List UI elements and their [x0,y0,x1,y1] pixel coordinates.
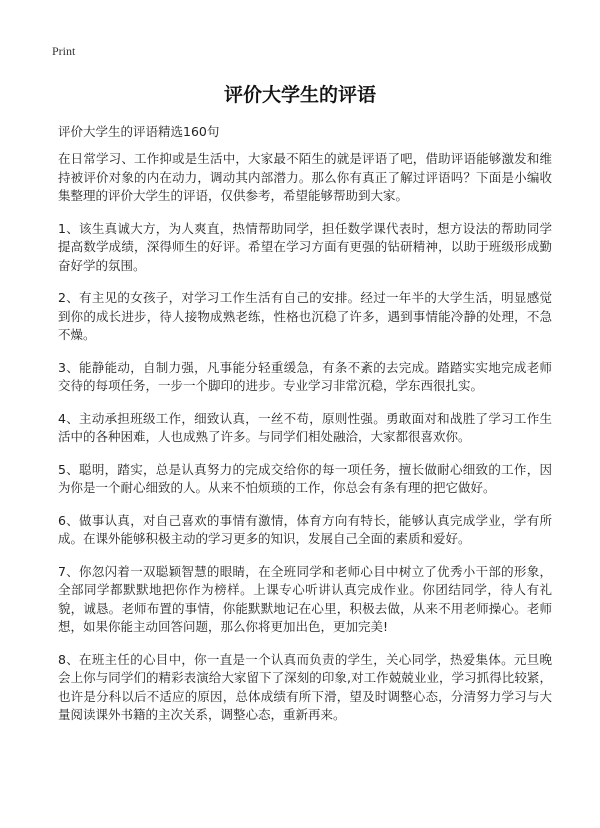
comment-paragraph-8: 8、在班主任的心目中，你一直是一个认真而负责的学生，关心同学，热爱集体。元旦晚会上你与同学们的精彩表演给大家留下了深刻的印象,对工作兢兢业业，学习抓得比较紧，也许是分科以后不适应的原因，总体成绩有所下滑，望及时调整心态，分清努力学习与大量阅读课外书籍的主次关系，调整心态，重新再来。 [58,651,552,722]
print-link[interactable]: Print [52,44,76,58]
page-subtitle: 评价大学生的评语精选160句 [58,124,220,139]
comment-paragraph-1: 1、该生真诚大方，为人爽直，热情帮助同学，担任数学课代表时，想方设法的帮助同学提高数学成绩，深得师生的好评。希望在学习方面有更强的钻研精神，以助于班级形成勤奋好学的氛围。 [58,220,552,273]
comment-paragraph-5: 5、聪明，踏实，总是认真努力的完成交给你的每一项任务，擅长做耐心细致的工作，因为你是一个耐心细致的人。从来不怕烦琐的工作，你总会有条有理的把它做好。 [58,461,552,495]
comment-paragraph-6: 6、做事认真，对自己喜欢的事情有激情，体育方向有特长，能够认真完成学业，学有所成。在课外能够积极主动的学习更多的知识，发展自己全面的素质和爱好。 [58,512,552,546]
comment-paragraph-4: 4、主动承担班级工作，细致认真，一丝不苟，原则性强。勇敢面对和战胜了学习工作生活中的各种困难，人也成熟了许多。与同学们相处融洽，大家都很喜欢你。 [58,410,552,444]
intro-paragraph: 在日常学习、工作抑或是生活中，大家最不陌生的就是评语了吧，借助评语能够激发和维持被评价对象的内在动力，调动其内部潜力。那么你有真正了解过评语吗？下面是小编收集整理的评价大学生的评语，仅供参考，希望能够帮助到大家。 [58,151,552,203]
comment-paragraph-7: 7、你忽闪着一双聪颖智慧的眼睛，在全班同学和老师心目中树立了优秀小干部的形象，全部同学都默默地把你作为榜样。上课专心听讲认真完成作业。你团结同学，待人有礼貌，诚恳。老师布置的事情，你能默默地记在心里，积极去做，从来不用老师操心。老师想，如果你能主动回答问题，那么你将更加出色，更加完美! [58,563,552,634]
page-title: 评价大学生的评语 [223,84,376,106]
comment-paragraph-3: 3、能静能动，自制力强，凡事能分轻重缓急，有条不紊的去完成。踏踏实实地完成老师交待的每项任务，一步一个脚印的进步。专业学习非常沉稳，学东西很扎实。 [58,359,552,393]
document-body [58,150,552,739]
comment-paragraph-2: 2、有主见的女孩子，对学习工作生活有自己的安排。经过一年半的大学生活，明显感觉到你的成长进步，待人接物成熟老练，性格也沉稳了许多，遇到事情能冷静的处理，不急不燥。 [58,290,552,342]
